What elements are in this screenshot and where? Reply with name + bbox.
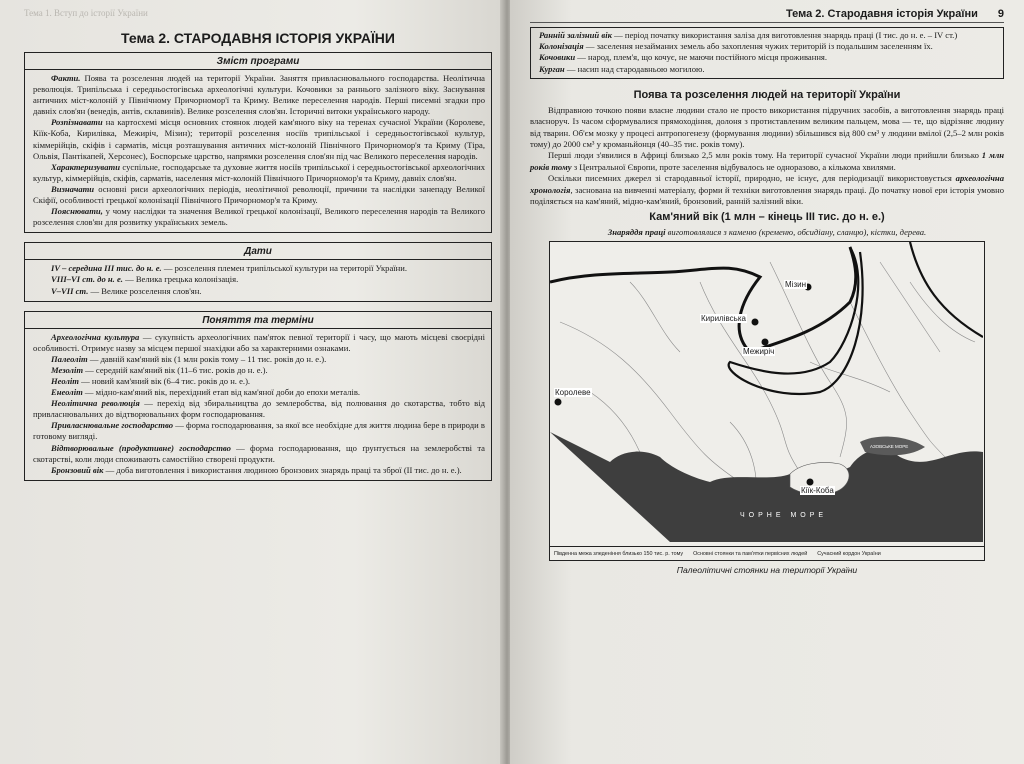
ukraine-border-east xyxy=(910,242,983,337)
facts-text: Поява та розселення людей на території України. Заняття привласнювального господарства. Неолітична революція. Трипільська і середньостогівська археологічні культури. Кочовики за раннього залізного віку. Заснування античних міст-колоній у Північному Причорномор'ї та Криму. Велике переселення народів. Перші писемні згадки про давніх слов'ян (венедів, антів, склавинів). Велике розселення слов'ян. Історичні витоки українського народу. xyxy=(33,73,485,117)
explain-paragraph xyxy=(33,206,485,228)
term-item xyxy=(539,41,997,52)
map-label-kyrylivska: Кирилівська xyxy=(701,314,746,324)
date-item xyxy=(33,274,485,285)
term-item xyxy=(539,52,997,63)
locate-paragraph xyxy=(33,117,485,161)
term-keyword: Енеоліт xyxy=(51,387,83,398)
term-keyword: Бронзовий вік xyxy=(51,464,104,475)
header-topic: Тема 2. Стародавня історія України xyxy=(785,8,978,20)
body-text: з Центральної Європи, проте заселення відбувалось не одноразово, а кількома хвилями. xyxy=(571,161,896,172)
body-text: Перші люди з'явилися в Африці близько 2,5 млн років тому. На території сучасної України люди прийшли близько xyxy=(548,150,982,161)
date-keyword: IV – середина III тис. до н. е. xyxy=(51,263,162,274)
term-item xyxy=(33,332,485,354)
glaciation-border xyxy=(550,247,856,352)
date-keyword: V–VII ст. xyxy=(51,285,89,296)
term-text: — форма господарювання, що ґрунтується на землеробстві та скотарстві, коли люди споживають самостійно створені продукти. xyxy=(33,442,485,464)
body-paragraph xyxy=(530,173,1004,207)
legend-sites: Основні стоянки та пам'ятки первісних людей xyxy=(693,550,808,557)
date-item xyxy=(33,263,485,274)
map-label-korolevo: Королеве xyxy=(555,388,591,398)
legend-border: Сучасний кордон України xyxy=(817,550,881,557)
date-text: — розселення племен трипільської культури на території України. xyxy=(161,263,408,274)
explain-keyword: Пояснювати, xyxy=(51,206,103,217)
legend-glaciation: Південна межа зледеніння близько 150 тис. р. тому xyxy=(554,550,684,557)
body-paragraph xyxy=(530,150,1004,173)
term-text: — середній кам'яний вік (11–6 тис. років до н. е.). xyxy=(83,364,268,375)
define-text: основні риси археологічних періодів, неолітичної революції, причини та наслідки занепаду Великої Скіфії, особливості грецької колонізації Північного Причорномор'я та Криму. xyxy=(33,183,485,206)
term-text: — новий кам'яний вік (6–4 тис. років до н. е.). xyxy=(78,375,251,386)
body-emphasis: археологічна хронологія xyxy=(530,173,1004,195)
terms-continued-box xyxy=(530,27,1004,79)
site-marker xyxy=(555,399,562,406)
facts-paragraph xyxy=(33,73,485,117)
program-box xyxy=(24,52,492,233)
term-keyword: Привласнювальне господарство xyxy=(51,420,174,431)
body-text: , заснована на вивченні матеріалу, форми й техніки виготовлення знарядь праці. До початку нової ери історія умовно поділяється на кам'яний, мідно-кам'яний, бронзовий, ранній залізний віки. xyxy=(530,184,1004,207)
map-label-mezhyrich: Межиріч xyxy=(743,347,775,357)
term-item xyxy=(33,420,485,442)
running-header xyxy=(530,8,1004,23)
body-text: Оскільки писемних джерел зі стародавньої історії, природно, не існує, для періодизації використовується xyxy=(548,173,956,184)
term-keyword: Мезоліт xyxy=(51,364,84,375)
site-marker xyxy=(752,319,759,326)
map-label-mizyn: Мізин xyxy=(785,280,806,290)
term-text: — мідно-кам'яний вік, перехідний етап від кам'яної доби до епохи металів. xyxy=(82,387,361,398)
paleolithic-map xyxy=(549,241,985,561)
tools-line xyxy=(530,227,1004,237)
term-keyword: Колонізація xyxy=(539,41,584,52)
term-item xyxy=(33,465,485,476)
facts-keyword: Факти. xyxy=(51,73,81,83)
dates-box xyxy=(24,242,492,301)
date-text: — Велике розселення слов'ян. xyxy=(88,285,202,296)
define-keyword: Визначати xyxy=(51,183,95,194)
terms-title: Поняття та терміни xyxy=(25,315,491,329)
date-text: — Велика грецька колонізація. xyxy=(122,274,239,285)
terms-box xyxy=(24,311,492,481)
site-marker xyxy=(762,339,769,346)
locate-text: на картосхемі місця основних стоянок людей кам'яного віку на теренах сучасної України (Королеве, Кіїк-Коба, Кирилівка, Межиріч, Мізин); території розселення носіїв трипільської і середньостогівської культур, кіммерійців, скіфів і сарматів, місця розташування античних міст-колоній Північного Причорномор'я та Криму (Тіра, Ольвія, Пантікапей, Херсонес), Боспорське царство, напрямки розселення слов'ян під час Великого переселення народів. xyxy=(33,117,485,161)
azov-sea-label: АЗОВСЬКЕ МОРЕ xyxy=(870,444,909,450)
left-page xyxy=(0,0,506,764)
page-number: 9 xyxy=(997,8,1004,20)
map-label-kiik-koba: Кіїк-Коба xyxy=(801,486,834,496)
describe-keyword: Характеризувати xyxy=(51,161,120,172)
dates-title: Дати xyxy=(25,246,491,260)
date-keyword: VIII–VI ст. до н. е. xyxy=(51,274,123,285)
term-item xyxy=(33,387,485,398)
page-title: Тема 2. СТАРОДАВНЯ ІСТОРІЯ УКРАЇНИ xyxy=(121,30,395,46)
map-drawing xyxy=(550,242,983,545)
term-item xyxy=(33,354,485,365)
term-text: — доба виготовлення і використання людиною бронзових знарядь праці та зброї (II тис. до н. е.). xyxy=(103,464,462,475)
body-emphasis: 1 млн років тому xyxy=(530,150,1005,172)
tools-text: виготовлялися з каменю (кременю, обсидіану, сланцю), кістки, дерева. xyxy=(665,227,927,238)
map-legend xyxy=(550,546,984,560)
section-heading: Кам'яний вік (1 млн – кінець III тис. до н. е.) xyxy=(649,211,885,224)
body-paragraph: Відправною точкою появи власне людини стало не просто використання підручних засобів, а виготовлення знарядь праці власноруч. Із часом сформувалися прямоходіння, долоня з протиставленим великим пальцем, мова — те, що відрізняє людину від тварин. Об'єм мозку у процесі антропогенезу (формування людини) збільшився від 800 см³ у людини вмілої (2,5–2 млн років тому) до 2000 см³ у кроманьйонця (40–35 тис. років тому). xyxy=(530,104,1004,150)
site-marker xyxy=(807,479,814,486)
term-text: — період початку використання заліза для виготовлення знарядь праці (I тис. до н. е. – IV ст.) xyxy=(611,30,958,40)
term-item xyxy=(33,365,485,376)
term-keyword: Палеоліт xyxy=(51,353,88,364)
term-text: — перехід від збиральництва до землеробства, від полювання до скотарства, тобто від привласнювальних до відтворювальних форм господарювання. xyxy=(33,398,485,420)
term-item xyxy=(33,398,485,420)
tools-keyword: Знаряддя праці xyxy=(607,227,666,238)
define-paragraph xyxy=(33,184,485,206)
term-text: — давній кам'яний вік (1 млн років тому – 11 тис. років до н. е.). xyxy=(87,353,327,364)
right-page xyxy=(510,0,1024,764)
term-keyword: Ранній залізний вік xyxy=(539,30,612,40)
term-keyword: Неолітична революція xyxy=(51,398,140,409)
explain-text: у чому наслідки та значення Великої грецької колонізації, Великого переселення народів та Великого розселення слов'ян для розвитку українських земель. xyxy=(33,206,485,228)
term-keyword: Неоліт xyxy=(51,375,79,386)
show-through-text: Тема 1. Вступ до історії України xyxy=(24,8,148,18)
section-body xyxy=(530,105,1004,208)
program-title: Зміст програми xyxy=(25,56,491,70)
term-text: — заселення незайманих земель або захоплення чужих територій із подальшим заселенням їх. xyxy=(583,41,933,52)
term-item xyxy=(33,443,485,465)
term-text: — сукупність археологічних пам'яток певної території і часу, що мають місцеві своєрідні особливості. Отримує назву за місцем першої знахідки або за характерними ознаками. xyxy=(33,331,485,353)
section-heading: Поява та розселення людей на території України xyxy=(633,88,901,101)
term-item xyxy=(539,64,997,75)
date-item xyxy=(33,286,485,297)
term-text: — народ, плем'я, що кочує, не маючи постійного місця проживання. xyxy=(575,52,828,63)
term-item xyxy=(539,30,997,41)
ukraine-border xyxy=(729,247,863,394)
describe-paragraph xyxy=(33,162,485,184)
term-keyword: Курган xyxy=(539,63,565,74)
term-keyword: Відтворювальне (продуктивне) господарство xyxy=(51,442,231,453)
term-keyword: Кочовики xyxy=(539,52,576,63)
map-caption: Палеолітичні стоянки на території України xyxy=(676,565,858,576)
black-sea-label: ЧОРНЕ МОРЕ xyxy=(740,512,828,520)
locate-keyword: Розпізнавати xyxy=(51,117,103,128)
term-text: — форма господарювання, за якої все необхідне для життя людина бере в природи в готовому вигляді. xyxy=(33,420,485,442)
term-item xyxy=(33,376,485,387)
describe-text: суспільне, господарське та духовне життя носіїв трипільської і середньостогівської археологічних культур, кіммерійців, скіфів, сарматів, населення міст-колоній Північного Причорномор'я та Криму, давніх слов'ян. xyxy=(33,161,485,183)
term-text: — насип над стародавньою могилою. xyxy=(564,63,705,74)
term-keyword: Археологічна культура xyxy=(51,331,140,342)
